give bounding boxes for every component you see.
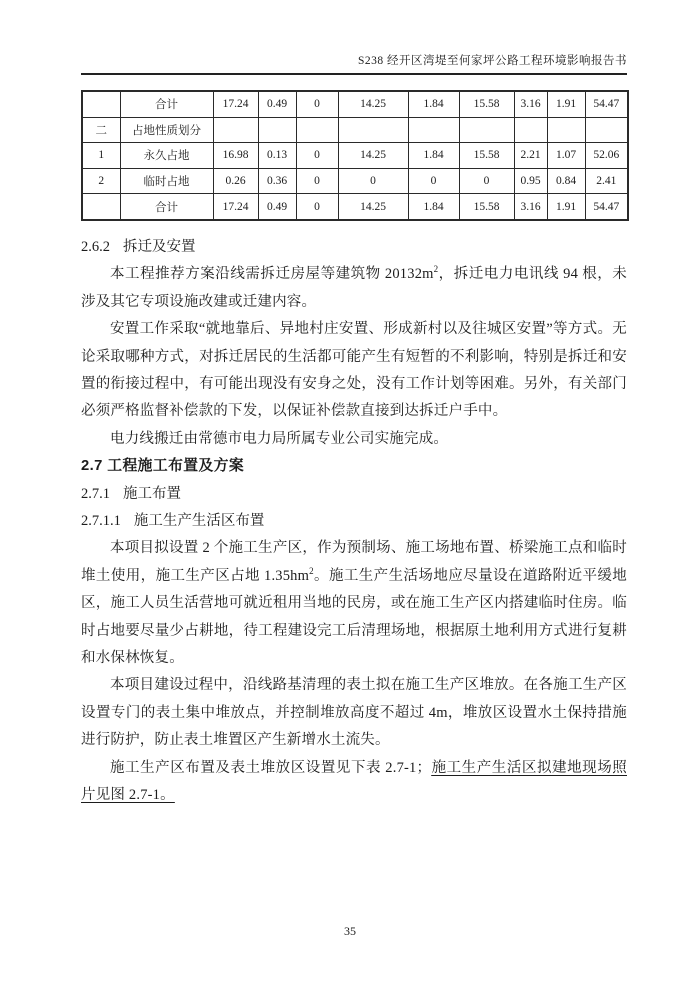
table-cell: 合计 <box>120 194 213 220</box>
section-title: 施工生产生活区布置 <box>133 513 265 530</box>
table-cell: 54.47 <box>585 91 628 117</box>
table-cell: 0 <box>296 143 338 169</box>
land-occupation-table <box>81 90 629 221</box>
document-body <box>81 90 627 810</box>
table-cell: 1.91 <box>547 91 585 117</box>
table-cell: 0.13 <box>258 143 296 169</box>
table-cell: 14.25 <box>338 91 408 117</box>
superscript: 2 <box>309 566 314 577</box>
table-cell: 合计 <box>120 91 213 117</box>
table-cell: 15.58 <box>459 143 514 169</box>
table-cell: 0 <box>338 168 408 194</box>
table-cell: 2 <box>82 168 120 194</box>
paragraph-resettlement: 安置工作采取“就地靠后、异地村庄安置、形成新村以及往城区安置”等方式。无论采取哪种方式，对拆迁居民的生活都可能产生有短暂的不利影响，特别是拆迁和安置的衔接过程中，有可能出现没有安身之处，没有工作计划等困难。另外，有关部门必须严格监督补偿款的下发，以保证补偿款直接到达拆迁户手中。 <box>81 321 627 420</box>
table-cell: 2.41 <box>585 168 628 194</box>
table-cell: 0 <box>296 194 338 220</box>
table-cell: 0 <box>408 168 459 194</box>
table-cell: 15.58 <box>459 91 514 117</box>
table-cell: 16.98 <box>213 143 258 169</box>
table-cell: 1.91 <box>547 194 585 220</box>
section-title: 拆迁及安置 <box>123 238 196 255</box>
table-cell: 0 <box>459 168 514 194</box>
table-row <box>82 143 628 169</box>
table-cell <box>82 91 120 117</box>
table-cell <box>258 117 296 143</box>
page-number: 35 <box>344 924 356 938</box>
table-cell: 1 <box>82 143 120 169</box>
page-header <box>81 53 627 75</box>
table-cell: 3.16 <box>514 194 547 220</box>
paragraph-demolition <box>81 261 627 316</box>
table-cell <box>213 117 258 143</box>
table-cell: 0.84 <box>547 168 585 194</box>
table-row <box>82 117 628 143</box>
table-cell: 14.25 <box>338 194 408 220</box>
table-cell: 0.36 <box>258 168 296 194</box>
header-title: S238 经开区湾堤至何家坪公路工程环境影响报告书 <box>357 55 627 67</box>
table-cell: 2.21 <box>514 143 547 169</box>
paragraph-power-line: 电力线搬迁由常德市电力局所属专业公司实施完成。 <box>110 430 449 447</box>
table-cell: 0.26 <box>213 168 258 194</box>
table-cell <box>296 117 338 143</box>
table-cell <box>547 117 585 143</box>
table-cell: 15.58 <box>459 194 514 220</box>
table-cell <box>514 117 547 143</box>
table-cell: 0.95 <box>514 168 547 194</box>
table-cell <box>408 117 459 143</box>
paragraph-reference <box>81 755 627 810</box>
table-cell: 临时占地 <box>120 168 213 194</box>
table-cell: 0 <box>296 168 338 194</box>
table-cell: 1.84 <box>408 143 459 169</box>
section-heading-2-7-1 <box>81 481 627 508</box>
section-heading-2-6-2 <box>81 234 627 261</box>
text-segment: 本项目拟设置 2 个施工生产区，作为预制场、施工场地布置、桥梁施工点和临时堆土使用，施工生产区占地 1.35hm <box>81 540 627 584</box>
table-cell: 54.47 <box>585 194 628 220</box>
table-cell: 3.16 <box>514 91 547 117</box>
table-cell: 17.24 <box>213 91 258 117</box>
section-number: 2.6.2 <box>81 238 110 255</box>
table-cell <box>338 117 408 143</box>
table-cell: 0.49 <box>258 194 296 220</box>
section-heading-2-7: 2.7 工程施工布置及方案 <box>81 458 245 475</box>
underlined-reference: 施工生产生活区拟建地现场照片见图 2.7-1。 <box>81 759 627 804</box>
table-cell <box>585 117 628 143</box>
section-number: 2.7.1.1 <box>81 513 121 530</box>
table-row <box>82 91 628 117</box>
table-cell: 0 <box>296 91 338 117</box>
table-cell <box>459 117 514 143</box>
section-number: 2.7.1 <box>81 485 110 502</box>
table-cell <box>82 194 120 220</box>
table-row <box>82 168 628 194</box>
section-heading-2-7-1-1 <box>81 508 627 535</box>
text-segment: ，拆迁电力电讯线 94 根，未涉及其它专项设施改建或迁建内容。 <box>81 266 628 310</box>
text-segment: 本工程推荐方案沿线需拆迁房屋等建筑物 20132m <box>110 266 434 283</box>
table-cell: 占地性质划分 <box>120 117 213 143</box>
table-row <box>82 194 628 220</box>
table-cell: 二 <box>82 117 120 143</box>
section-title: 施工布置 <box>123 485 181 502</box>
superscript: 2 <box>433 264 439 275</box>
paragraph-topsoil: 本项目建设过程中，沿线路基清理的表土拟在施工生产区堆放。在各施工生产区设置专门的表土集中堆放点，并控制堆放高度不超过 4m，堆放区设置水土保持措施进行防护，防止表土堆置区产生新增水土流失。 <box>81 677 627 749</box>
paragraph-construction-area <box>81 535 627 672</box>
table-cell: 52.06 <box>585 143 628 169</box>
table-cell: 1.84 <box>408 194 459 220</box>
table-cell: 14.25 <box>338 143 408 169</box>
table-cell: 永久占地 <box>120 143 213 169</box>
table-cell: 0.49 <box>258 91 296 117</box>
table-cell: 17.24 <box>213 194 258 220</box>
table-cell: 1.07 <box>547 143 585 169</box>
table-cell: 1.84 <box>408 91 459 117</box>
text-segment: 。施工生产生活场地应尽量设在道路附近平缓地区，施工人员生活营地可就近租用当地的民房，或在施工生产区内搭建临时住房。临时占地要尽量少占耕地，待工程建设完工后清理场地，根据原土地利用方式进行复耕和水保林恢复。 <box>81 567 627 667</box>
text-segment: 施工生产区布置及表土堆放区设置见下表 2.7-1； <box>110 759 432 776</box>
